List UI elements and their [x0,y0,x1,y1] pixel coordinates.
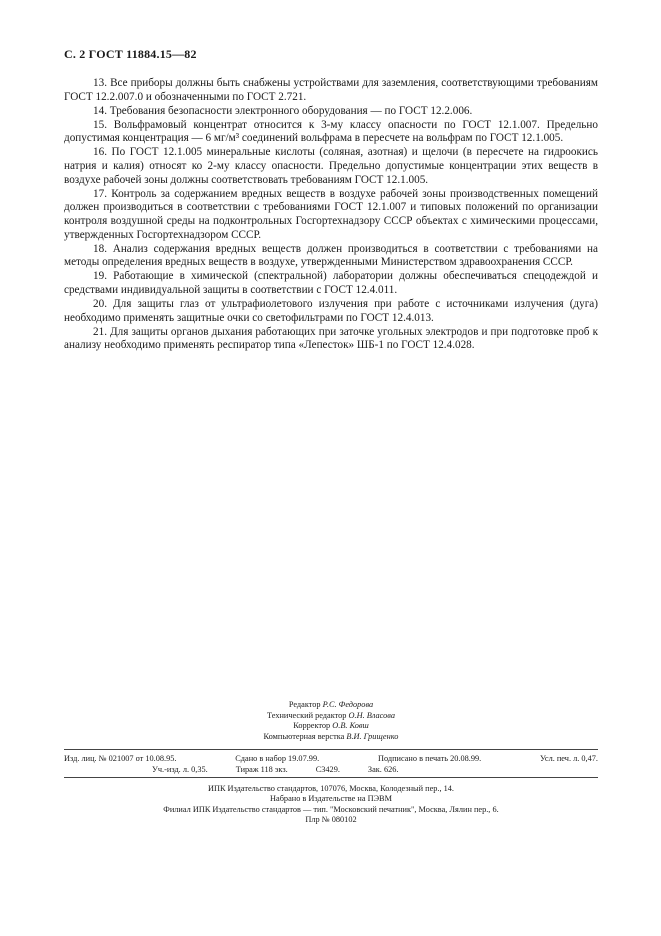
publication-details-row-1 [64,754,598,765]
typeset-note: Набрано в Издательстве на ПЭВМ [270,794,392,804]
credit-role: Технический редактор [267,710,347,720]
credit-proofreader [64,721,598,732]
plr-number: Плр № 080102 [305,815,357,825]
credit-role: Компьютерная верстка [263,731,345,741]
print-sign-date: Подписано в печать 20.08.99. [377,754,482,764]
paragraph-16: 16. По ГОСТ 12.1.005 минеральные кислоты (соляная, азотная) и щелочи (в пересчете на гидроокись натрия и калия) относят ко 2-му классу опасности. Предельно допустимые концентрации этих веществ в воздухе рабочей зоны должны соответствовать требованиям ГОСТ 12.1.005. [64,146,598,186]
publisher-address: ИПК Издательство стандартов, 107076, Москва, Колодезный пер., 14. [207,783,455,793]
paragraph-18: 18. Анализ содержания вредных веществ должен производиться в соответствии с требованиями на методы определения вредных веществ в воздухе, утвержденными Министерством здравоохранения СССР. [64,242,598,269]
publishing-sheets: Уч.-изд. л. 0,35. [152,764,208,774]
publication-details-row-2 [64,765,598,776]
print-run: Тираж 118 экз. [235,764,288,774]
paragraph-19: 19. Работающие в химической (спектральной) лаборатории должны обеспечиваться спецодеждой и средствами индивидуальной защиты в соответствии с ГОСТ 12.4.011. [64,270,598,296]
credit-role: Корректор [293,721,331,731]
paragraph-17: 17. Контроль за содержанием вредных веществ в воздухе рабочей зоны производственных помещений должен производиться в соответствии с требованиями ГОСТ 12.1.007 и типовых положений по организации контроля воздушной среды на подконтрольных Госгортехнадзору СССР объектах с химическими процессами, утвержденных Госгортехнадзором СССР. [64,187,598,241]
license-number: Изд. лиц. № 021007 от 10.08.95. [64,754,177,764]
paragraph-14: 14. Требования безопасности электронного оборудования — по ГОСТ 12.2.006. [93,104,473,117]
publisher-info [64,784,598,826]
divider-top [64,749,598,750]
imprint-block [64,700,598,826]
credit-name: Р.С. Федорова [322,700,374,709]
paragraph-21: 21. Для защиты органов дыхания работающих при заточке угольных электродов и при подготовке проб к анализу необходимо применять респиратор типа «Лепесток» ШБ-1 по ГОСТ 12.4.028. [64,325,598,352]
code-number: С3429. [315,764,340,774]
paragraph-15: 15. Вольфрамовый концентрат относится к 3-му классу опасности по ГОСТ 12.1.007. Предельно допустимая концентрация — 6 мг/м³ соединений вольфрама в пересчете на вольфрам по ГОСТ 12.1.005. [64,118,598,145]
credit-editor [64,700,598,711]
order-number: Зак. 626. [367,764,399,774]
credit-name: О.Н. Власова [348,710,395,720]
credit-name: В.И. Грищенко [346,731,399,741]
printing-branch: Филиал ИПК Издательство стандартов — тип. "Московский печатник", Москва, Лялин пер., 6. [163,804,499,814]
divider-bottom [64,777,598,778]
credit-technical-editor [64,711,598,722]
page-header: С. 2 ГОСТ 11884.15—82 [64,47,197,61]
paragraph-13: 13. Все приборы должны быть снабжены устройствами для заземления, соответствующими требованиям ГОСТ 12.2.007.0 и обозначенными по ГОСТ 2.721. [64,77,598,103]
credit-role: Редактор [288,700,321,709]
paragraph-20: 20. Для защиты глаз от ультрафиолетового излучения при работе с источниками излучения (дуга) необходимо применять защитные очки со светофильтрами по ГОСТ 12.4.013. [64,298,598,324]
body-text [64,77,598,353]
typeset-date: Сдано в набор 19.07.99. [235,754,320,764]
printed-sheets: Усл. печ. л. 0,47. [540,754,598,764]
credit-name: О.В. Ковш [332,721,369,731]
credits [64,700,598,742]
credit-layout [64,732,598,743]
